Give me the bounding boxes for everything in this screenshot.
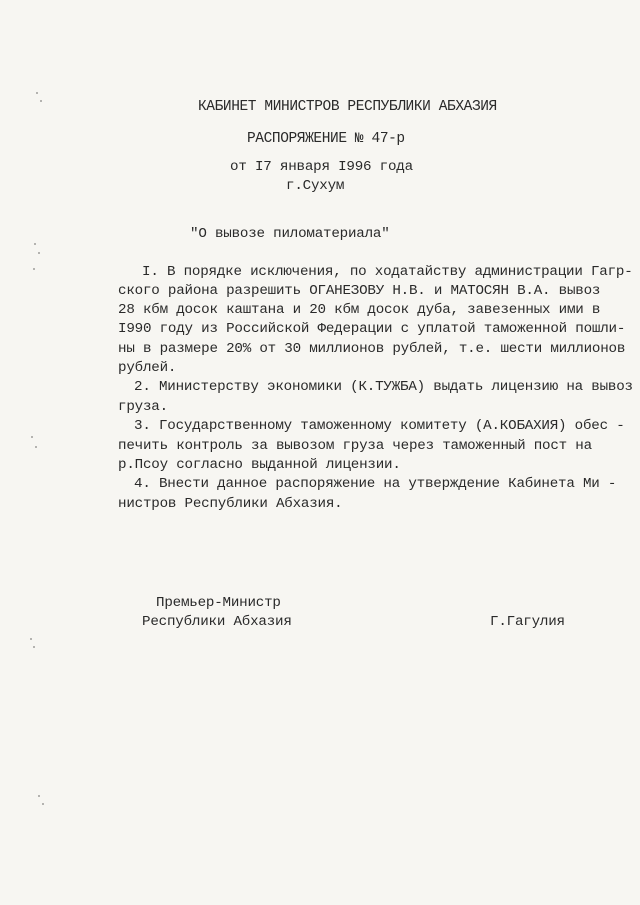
body-line: 2. Министерству экономики (К.ТУЖБА) выдать лицензию на вывоз bbox=[134, 379, 633, 395]
org-heading: КАБИНЕТ МИНИСТРОВ РЕСПУБЛИКИ АБХАЗИЯ bbox=[198, 99, 497, 115]
scan-speck bbox=[30, 638, 32, 640]
body-line: ского района разрешить ОГАНЕЗОВУ Н.В. и МАТОСЯН В.А. вывоз bbox=[118, 283, 601, 299]
body-line: 3. Государственному таможенному комитету (А.КОБАХИЯ) обес - bbox=[134, 418, 625, 434]
signer-title-republic: Республики Абхазия bbox=[142, 614, 292, 630]
scan-speck bbox=[38, 252, 40, 254]
body-line: I. В порядке исключения, по ходатайству администрации Гагр- bbox=[142, 264, 633, 280]
doc-type-heading: РАСПОРЯЖЕНИЕ № 47-р bbox=[247, 131, 405, 147]
scan-speck bbox=[31, 436, 33, 438]
doc-date: от I7 января I996 года bbox=[230, 159, 413, 175]
body-line: нистров Республики Абхазия. bbox=[118, 496, 343, 512]
body-line: р.Псоу согласно выданной лицензии. bbox=[118, 457, 401, 473]
scan-speck bbox=[33, 268, 35, 270]
body-line: рублей. bbox=[118, 360, 177, 376]
body-line: ны в размере 20% от 30 миллионов рублей, т.е. шести миллионов bbox=[118, 341, 626, 357]
scan-speck bbox=[33, 646, 35, 648]
doc-city: г.Сухум bbox=[286, 178, 345, 194]
doc-subject: "О вывозе пиломатериала" bbox=[190, 226, 390, 242]
scan-speck bbox=[38, 795, 40, 797]
body-line: 4. Внести данное распоряжение на утверждение Кабинета Ми - bbox=[134, 476, 617, 492]
body-line: печить контроль за вывозом груза через таможенный пост на bbox=[118, 438, 592, 454]
signer-name: Г.Гагулия bbox=[490, 614, 565, 630]
scan-speck bbox=[34, 243, 36, 245]
body-line: груза. bbox=[118, 399, 168, 415]
scan-speck bbox=[40, 100, 42, 102]
body-line: I990 году из Российской Федерации с уплатой таможенной пошли- bbox=[118, 321, 626, 337]
scan-speck bbox=[36, 92, 38, 94]
scan-speck bbox=[42, 803, 44, 805]
scan-speck bbox=[35, 446, 37, 448]
body-line: 28 кбм досок каштана и 20 кбм досок дуба, завезенных ими в bbox=[118, 302, 601, 318]
signer-title: Премьер-Министр bbox=[156, 595, 281, 611]
